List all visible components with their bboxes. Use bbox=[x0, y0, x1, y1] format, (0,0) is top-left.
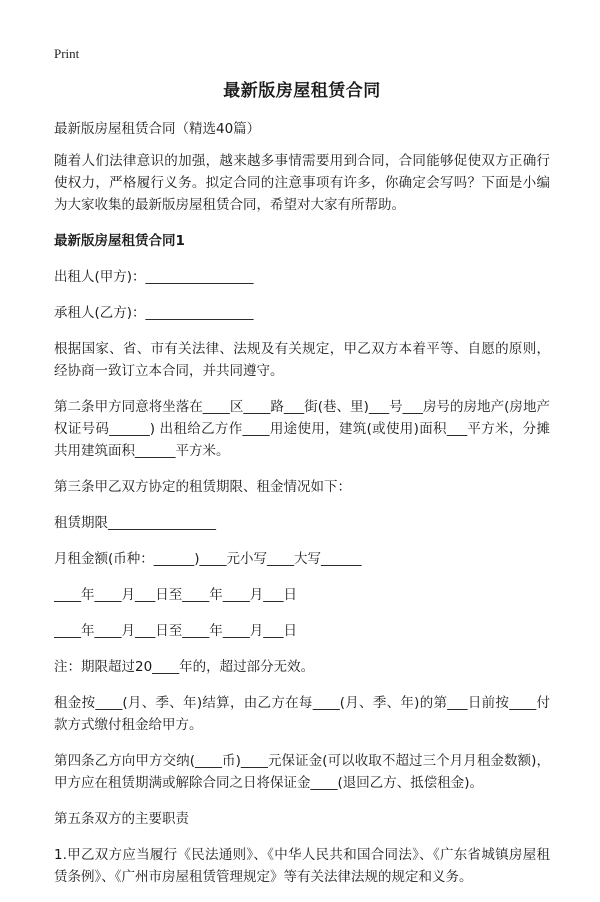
lessee-line: 承租人(乙方)：________________ bbox=[54, 305, 254, 321]
lease-term-line: 租赁期限________________ bbox=[54, 515, 216, 531]
clause-1-paragraph: 1.甲乙双方应当履行《民法通则》、《中华人民共和国合同法》、《广东省城镇房屋租赁条例》、《广州市房屋租赁管理规定》等有关法律法规的规定和义务。 bbox=[54, 847, 550, 885]
section-heading: 最新版房屋租赁合同1 bbox=[54, 233, 185, 249]
document-subtitle: 最新版房屋租赁合同（精选40篇） bbox=[54, 121, 261, 137]
monthly-rent-line: 月租金额(币种：______)____元小写____大写______ bbox=[54, 551, 362, 567]
preamble-paragraph: 根据国家、省、市有关法律、法规及有关规定，甲乙双方本着平等、自愿的原则，经协商一致订立本合同，并共同遵守。 bbox=[54, 341, 550, 379]
intro-paragraph: 随着人们法律意识的加强，越来越多事情需要用到合同，合同能够促使双方正确行使权力，严格履行义务。拟定合同的注意事项有许多，你确定会写吗？下面是小编为大家收集的最新版房屋租赁合同，希望对大家有所帮助。 bbox=[54, 153, 550, 213]
rent-payment-paragraph: 租金按____(月、季、年)结算，由乙方在每____(月、季、年)的第___日前按____付款方式缴付租金给甲方。 bbox=[54, 695, 550, 733]
document-title: 最新版房屋租赁合同 bbox=[223, 81, 381, 101]
date-range-line: ____年____月___日至____年____月___日 bbox=[54, 623, 297, 639]
lessor-line: 出租人(甲方)：________________ bbox=[54, 269, 254, 285]
article-5-line: 第五条双方的主要职责 bbox=[54, 811, 189, 827]
article-3-line: 第三条甲乙双方协定的租赁期限、租金情况如下： bbox=[54, 479, 351, 495]
date-range-line: ____年____月___日至____年____月___日 bbox=[54, 587, 297, 603]
term-note-line: 注：期限超过20____年的，超过部分无效。 bbox=[54, 659, 315, 675]
print-link[interactable]: Print bbox=[54, 46, 80, 61]
article-4-paragraph: 第四条乙方向甲方交纳(____币)____元保证金(可以收取不超过三个月月租金数额)，甲方应在租赁期满或解除合同之日将保证金____(退回乙方、抵偿租金)。 bbox=[54, 753, 550, 791]
article-2-paragraph: 第二条甲方同意将坐落在____区____路___街(巷、里)___号___房号的房地产(房地产权证号码______) 出租给乙方作____用途使用，建筑(或使用)面积___平方米，分摊共用建筑面积______平方米。 bbox=[54, 399, 550, 459]
contract-document bbox=[54, 78, 550, 902]
